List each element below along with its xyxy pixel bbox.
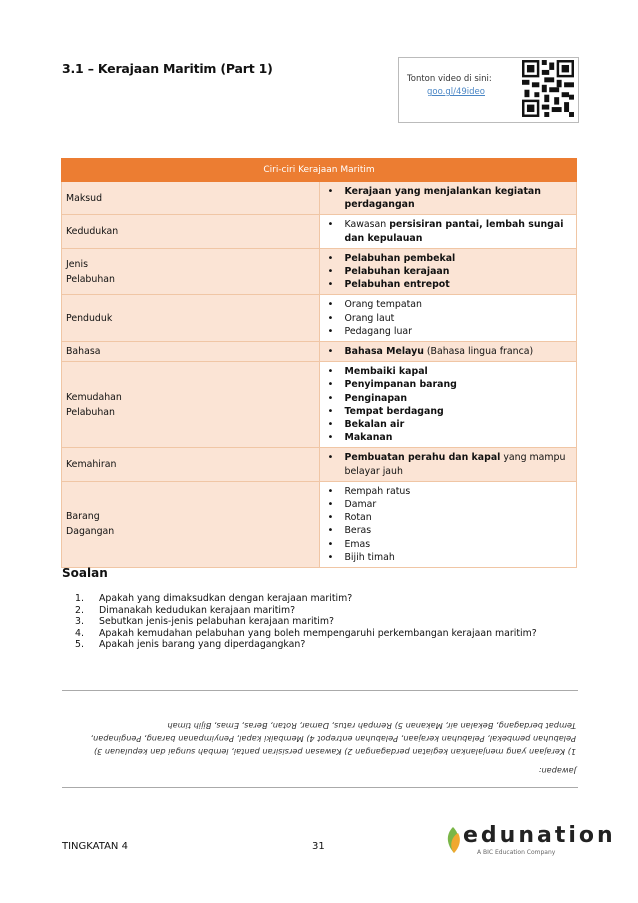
bold-text: Tempat berdagang: [344, 405, 444, 417]
row-label-cell: [62, 295, 320, 342]
plain-text: yang mampu belayar jauh: [344, 452, 566, 477]
bullet-list: [320, 342, 577, 361]
page-number: 31: [312, 841, 325, 852]
list-item: [320, 524, 577, 537]
table-row: [62, 182, 577, 215]
plain-text: Pedagang luar: [344, 325, 412, 337]
plain-text: Beras: [344, 525, 372, 537]
question-text: Apakah yang dimaksudkan dengan kerajaan maritim?: [99, 593, 353, 604]
list-item: [320, 278, 577, 291]
list-item: [320, 498, 577, 511]
row-label: Kemahiran: [66, 459, 117, 471]
list-item: [320, 265, 577, 278]
footer-form: TINGKATAN 4: [62, 841, 128, 852]
bullet-list: [320, 362, 577, 447]
jawapan-text: 1) Kerajaan yang menjalankan kegiatan perdagangan 2) Kawasan persisiran pantai, lembah sungai dan kepulauan 3) Pelabuhan pembekal, Pelabuhan kerajaan, Pelabuhan entrepot 4) Membaiki kapal, Penyimpanan barang, Penginapan, Tempat berdagang, Bekalan air, Makanan 5) Rempah ratus, Damar, Rotan, Beras, Emas, Bijih timah: [90, 721, 576, 757]
list-item: [320, 392, 577, 405]
list-item: [320, 218, 577, 244]
row-label: Bahasa: [66, 346, 101, 358]
plain-text: Bijih timah: [344, 551, 395, 563]
list-item: [320, 551, 577, 564]
plain-text: Kawasan: [344, 219, 390, 231]
bold-text: Pelabuhan entrepot: [344, 279, 450, 291]
list-item: [320, 485, 577, 498]
logo-text: edunation: [463, 823, 616, 848]
video-box: [398, 57, 579, 123]
question-item: [62, 593, 537, 605]
bullet-list: [320, 215, 577, 247]
question-text: Dimanakah kedudukan kerajaan maritim?: [99, 604, 296, 616]
list-item: [320, 345, 577, 358]
plain-text: Rotan: [344, 512, 372, 524]
page-title: 3.1 – Kerajaan Maritim (Part 1): [62, 61, 273, 76]
bold-text: Bahasa Melayu: [344, 346, 424, 358]
list-item: [320, 418, 577, 431]
row-value-cell: [319, 215, 577, 248]
row-label: Kedudukan: [66, 226, 119, 238]
row-value-cell: [319, 295, 577, 342]
bold-text: Penyimpanan barang: [344, 379, 457, 391]
jawapan-box: [62, 690, 578, 788]
plain-text: Orang laut: [344, 312, 395, 324]
question-number: 4.: [75, 627, 84, 639]
question-text: Sebutkan jenis-jenis pelabuhan kerajaan maritim?: [99, 616, 334, 628]
row-value-cell: [319, 182, 577, 215]
question-item: [62, 639, 537, 651]
list-item: [320, 325, 577, 338]
plain-text: Emas: [344, 538, 371, 550]
list-item: [320, 431, 577, 444]
bullet-list: [320, 249, 577, 295]
list-item: [320, 378, 577, 391]
row-value-cell: [319, 362, 577, 448]
row-label-cell: [62, 248, 320, 295]
row-value-cell: [319, 248, 577, 295]
row-label-cell: [62, 215, 320, 248]
row-value-cell: [319, 481, 577, 567]
bullet-list: [320, 295, 577, 341]
row-label: Jenis Pelabuhan: [66, 258, 115, 285]
plain-text: Damar: [344, 499, 377, 511]
qr-code-icon[interactable]: [522, 60, 574, 117]
row-value-cell: [319, 448, 577, 481]
plain-text: Rempah ratus: [344, 485, 411, 497]
bold-text: Makanan: [344, 432, 393, 444]
row-label-cell: [62, 182, 320, 215]
bold-text: Penginapan: [344, 392, 408, 404]
list-item: [320, 312, 577, 325]
video-link[interactable]: goo.gl/49ideo: [427, 87, 485, 97]
row-label: Barang Dagangan: [66, 511, 115, 538]
video-text: Tonton video di sini:: [407, 74, 492, 84]
row-label-cell: [62, 481, 320, 567]
question-text: Apakah kemudahan pelabuhan yang boleh mempengaruhi perkembangan kerajaan maritim?: [99, 627, 537, 639]
bold-text: Pelabuhan pembekal: [344, 252, 456, 264]
question-text: Apakah jenis barang yang diperdagangkan?: [99, 639, 306, 651]
list-item: [320, 365, 577, 378]
list-item: [320, 298, 577, 311]
question-item: [62, 616, 537, 628]
table-row: [62, 248, 577, 295]
question-item: [62, 605, 537, 617]
plain-text: (Bahasa lingua franca): [423, 346, 534, 358]
question-number: 5.: [75, 639, 84, 651]
list-item: [320, 252, 577, 265]
question-number: 2.: [75, 604, 84, 616]
row-value-cell: [319, 342, 577, 362]
table-row: [62, 448, 577, 481]
jawapan-inverted: [62, 691, 578, 787]
table-row: [62, 342, 577, 362]
plain-text: Orang tempatan: [344, 299, 422, 311]
ciri-table: [61, 158, 577, 568]
table-row: [62, 215, 577, 248]
question-item: [62, 628, 537, 640]
table-row: [62, 295, 577, 342]
jawapan-label: Jawapan:: [538, 766, 576, 776]
bold-text: Pembuatan perahu dan kapal: [344, 452, 501, 464]
table-row: [62, 362, 577, 448]
list-item: [320, 405, 577, 418]
table-row: [62, 481, 577, 567]
soalan-title: Soalan: [62, 566, 108, 580]
bold-text: Kerajaan yang menjalankan kegiatan perdagangan: [344, 186, 541, 211]
bold-text: Pelabuhan kerajaan: [344, 266, 450, 278]
list-item: [320, 511, 577, 524]
row-label-cell: [62, 448, 320, 481]
table-header: Ciri-ciri Kerajaan Maritim: [62, 159, 577, 182]
bullet-list: [320, 482, 577, 567]
bullet-list: [320, 182, 577, 214]
bold-text: Bekalan air: [344, 419, 405, 431]
soalan-list: [62, 593, 537, 651]
row-label-cell: [62, 362, 320, 448]
edunation-logo: [443, 823, 616, 859]
row-label: Maksud: [66, 192, 103, 204]
bold-text: Membaiki kapal: [344, 366, 428, 378]
list-item: [320, 185, 577, 211]
question-number: 1.: [75, 593, 84, 604]
logo-tagline: A BIC Education Company: [477, 849, 556, 856]
bold-text: persisiran pantai, lembah sungai dan kepulauan: [344, 219, 564, 244]
table-body: [62, 182, 577, 568]
row-label: Penduduk: [66, 312, 113, 324]
bullet-list: [320, 448, 577, 480]
list-item: [320, 451, 577, 477]
list-item: [320, 538, 577, 551]
row-label-cell: [62, 342, 320, 362]
leaf-icon: [443, 825, 465, 855]
question-number: 3.: [75, 616, 84, 628]
row-label: Kemudahan Pelabuhan: [66, 391, 122, 418]
